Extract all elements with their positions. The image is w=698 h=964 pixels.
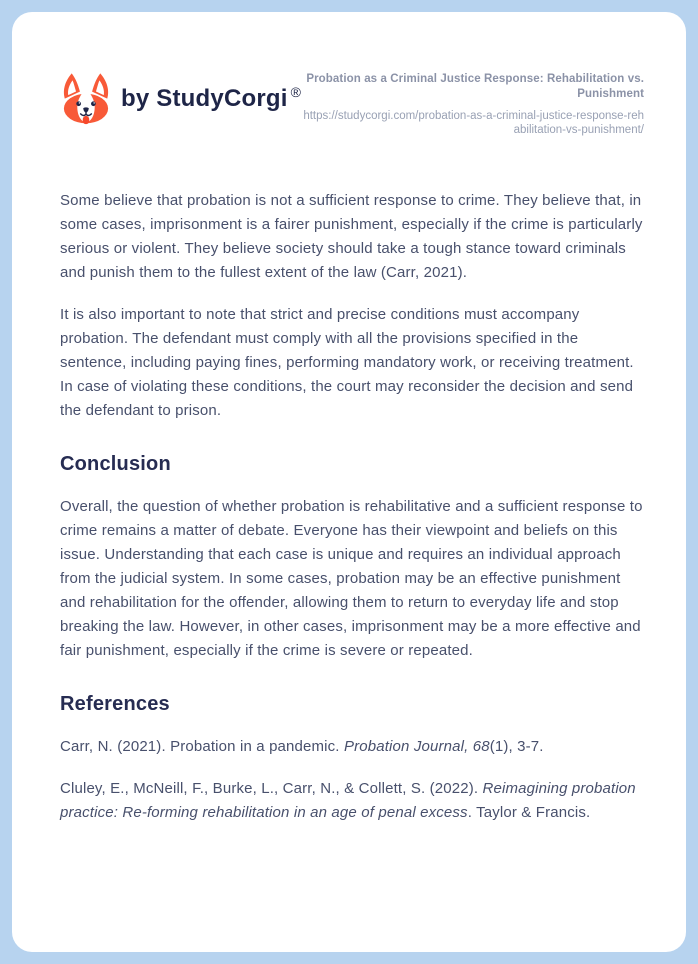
corgi-logo-icon <box>60 70 112 128</box>
document-meta <box>301 72 644 137</box>
body-paragraph: Some believe that probation is not a sufficient response to crime. They believe that, in some cases, imprisonment is a fairer punishment, especially if the crime is particularly serious or violent. They believe society should take a tough stance toward criminals and punish them to the fullest extent of the law (Carr, 2021). <box>60 192 643 282</box>
references-heading: References <box>60 693 170 716</box>
registered-trademark-symbol: ® <box>290 84 302 100</box>
body-paragraph: It is also important to note that strict and precise conditions must accompany probation. The defendant must comply with all the provisions specified in the sentence, including paying fines, performing mandatory work, or receiving treatment. In case of violating these conditions, the court may reconsider the decision and send the defendant to prison. <box>60 306 634 420</box>
brand <box>60 70 301 128</box>
document-title: Probation as a Criminal Justice Response: Rehabilitation vs. Punishment <box>306 73 644 101</box>
reference-entry <box>60 777 644 825</box>
brand-name <box>121 85 301 113</box>
reference-text: Carr, N. (2021). Probation in a pandemic. <box>60 738 344 756</box>
reference-italic-text: Reimagining probation practice: Re-forming rehabilitation in an age of penal excess <box>60 780 636 822</box>
reference-text: (1), 3-7. <box>489 738 544 756</box>
reference-text: Cluley, E., McNeill, F., Burke, L., Carr, N., & Collett, S. (2022). <box>60 780 483 798</box>
article-body <box>60 189 644 825</box>
reference-entry <box>60 735 644 759</box>
conclusion-heading: Conclusion <box>60 453 171 476</box>
reference-italic-text: Probation Journal, 68 <box>343 738 490 756</box>
document-header <box>60 70 644 137</box>
brand-label: by StudyCorgi <box>121 85 288 112</box>
reference-text: . Taylor & Francis. <box>467 804 591 822</box>
document-card <box>12 12 686 952</box>
conclusion-paragraph: Overall, the question of whether probation is rehabilitative and a sufficient response to crime remains a matter of debate. Everyone has their viewpoint and beliefs on this issue. Understanding that each case is unique and requires an individual approach from the judicial system. In some cases, probation may be an effective punishment and rehabilitation for the offender, allowing them to return to everyday life and stop breaking the law. However, in other cases, imprisonment may be a more effective and fair punishment, especially if the crime is severe or repeated. <box>60 498 643 660</box>
document-url-link[interactable]: https://studycorgi.com/probation-as-a-criminal-justice-response-rehabilitation-vs-punishment/ <box>303 110 644 137</box>
